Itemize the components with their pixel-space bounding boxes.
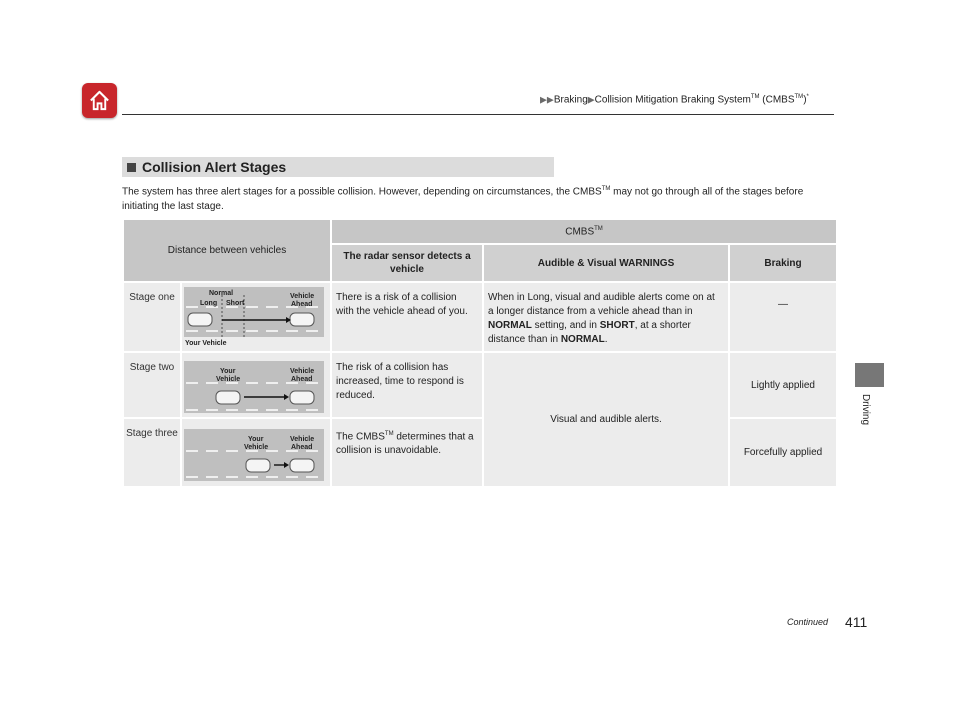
side-tab[interactable] <box>855 363 884 387</box>
chevron-right-icon: ▶ <box>587 94 595 105</box>
side-label <box>858 392 882 432</box>
home-icon <box>88 89 111 112</box>
chevron-right-icon: ▶▶ <box>540 94 554 105</box>
section-heading <box>122 157 554 177</box>
label-ahead-1: Vehicle <box>290 293 315 300</box>
stage-one-diagram <box>182 283 330 351</box>
label-ahead-1: Vehicle <box>290 436 315 443</box>
intro-text: may not go through all of the stages before initiating the last stage. <box>122 186 804 213</box>
label-short: Short <box>226 300 245 307</box>
home-button[interactable] <box>82 83 117 118</box>
breadcrumb <box>540 94 809 105</box>
continued-note: Continued <box>787 617 829 627</box>
header-rule <box>122 114 834 115</box>
stage-two-diagram <box>182 353 330 417</box>
stage-one-radar: There is a risk of a collision with the vehicle ahead of you. <box>332 283 482 351</box>
label-normal: Normal <box>209 290 234 297</box>
breadcrumb-part: ) <box>803 94 807 106</box>
stage-three-radar: The CMBS™ determines that a collision is unavoidable. <box>332 419 482 486</box>
page-number: 411 <box>845 614 868 630</box>
square-bullet-icon <box>127 163 136 172</box>
breadcrumb-braking[interactable]: Braking <box>553 94 588 106</box>
alert-stages-table <box>122 218 838 488</box>
stage-three-label: Stage three <box>124 419 180 486</box>
label-ahead-2: Ahead <box>291 301 313 308</box>
stage-three-diagram <box>182 419 330 486</box>
label-your: Your <box>248 436 264 443</box>
label-ahead-1: Vehicle <box>290 368 315 375</box>
header-braking: Braking <box>730 245 836 281</box>
breadcrumb-part: (CMBS <box>759 94 795 106</box>
label-your-vehicle: Your Vehicle <box>185 340 227 347</box>
stage-three-illustration <box>182 419 330 486</box>
stage-one-label: Stage one <box>124 283 180 351</box>
stage-three-braking: Forcefully applied <box>730 419 836 486</box>
asterisk-mark: * <box>806 94 809 100</box>
label-ahead-2: Ahead <box>291 376 313 383</box>
label-long: Long <box>200 300 218 307</box>
stage-two-braking: Lightly applied <box>730 353 836 417</box>
section-title: Collision Alert Stages <box>142 159 287 175</box>
stage-two-radar: The risk of a collision has increased, time to respond is reduced. <box>332 353 482 417</box>
side-label-text: Driving <box>860 393 872 426</box>
stage-two-label: Stage two <box>124 353 180 417</box>
stage-one-illustration <box>182 283 330 347</box>
stage-two-three-warnings: Visual and audible alerts. <box>484 353 728 486</box>
stage-one-braking: — <box>730 283 836 351</box>
tm-mark: TM <box>601 186 611 192</box>
label-ahead-2: Ahead <box>291 444 313 451</box>
stage-two-illustration <box>182 353 330 417</box>
header-radar: The radar sensor detects a vehicle <box>332 245 482 281</box>
intro-paragraph <box>122 182 834 214</box>
stage-one-warnings: When in Long, visual and audible alerts come on at a longer distance from a vehicle ahead than in NORMAL setting, and in SHORT, at a shorter distance than in NORMAL. <box>484 283 728 351</box>
tm-mark: TM <box>750 94 760 100</box>
tm-mark: TM <box>794 94 804 100</box>
header-cmbs: CMBS™ <box>332 220 836 243</box>
label-vehicle: Vehicle <box>244 444 269 451</box>
header-warnings: Audible & Visual WARNINGS <box>484 245 728 281</box>
intro-text: The system has three alert stages for a possible collision. However, depending on circumstances, the CMBS <box>122 186 602 198</box>
label-vehicle: Vehicle <box>216 376 241 383</box>
header-distance: Distance between vehicles <box>124 220 330 281</box>
breadcrumb-cmbs[interactable]: Collision Mitigation Braking System <box>594 94 751 106</box>
label-your: Your <box>220 368 236 375</box>
